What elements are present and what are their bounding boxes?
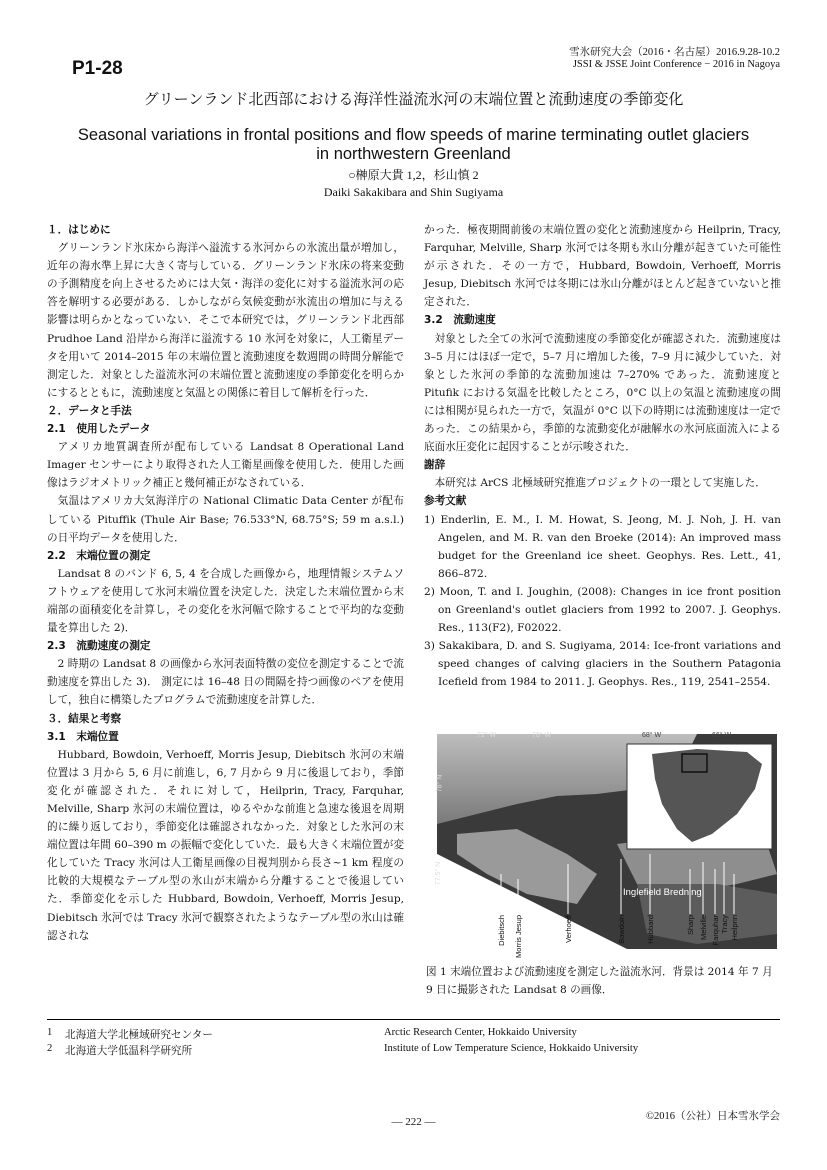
- footnote-affiliation-en: Institute of Low Temperature Science, Hokkaido University: [384, 1043, 639, 1054]
- glacier-label: Tracy: [720, 915, 729, 934]
- authors-japanese: ○榊原大貴 1,2，杉山慎 2: [348, 168, 479, 182]
- glacier-label: Diebitsch: [497, 915, 506, 946]
- reference-item: 1) Enderlin, E. M., I. M. Howat, S. Jeong, M. J. Noh, J. H. van Angelen, and M. R. van den Broeke (2014): An improved mass budget for the Greenland ice sheet. Geophys. Res. Lett., 41, 866–872.: [424, 513, 781, 580]
- footnote-affiliation-en: Arctic Research Center, Hokkaido University: [384, 1027, 577, 1038]
- scale-bar: [449, 890, 487, 893]
- section-heading: ３．結果と考察: [47, 712, 122, 725]
- paragraph: Landsat 8 のバンド 6, 5, 4 を合成した画像から，地理情報システムソフトウェアを使用して氷河末端位置を決定した．決定した末端位置から末端部の面積変化を計算し，その変化を氷河幅で除することで平均的な変動量を算出した 2)．: [47, 567, 404, 635]
- glacier-label: Farquhar: [711, 915, 720, 946]
- subsection-heading: 2.1 使用したデータ: [47, 423, 151, 436]
- glacier-label: Verhoeff: [564, 915, 573, 943]
- glacier-label: Bowdoin: [617, 915, 626, 944]
- paragraph: 対象とした全ての氷河で流動速度の季節変化が確認された．流動速度は 3–5 月にはほぼ一定で，5–7 月に増加した後，7–9 月に減少していた．対象とした氷河の季節的な流動加速は 7–270% であった．流動速度と Pitufik における気温を比較したところ，0°C 以上の気温と流動速度の間には相関が見られた一方で，気温が 0°C 以下の時期には流動速度は一定であった．この結果から，季節的な流動変化が融解水の氷河底面流入による底面水圧変化に起因することが示唆された．: [424, 332, 781, 454]
- subsection-heading: 2.2 末端位置の測定: [47, 549, 151, 562]
- lon-label: 68° W: [642, 732, 662, 739]
- scale-label-zero: 0: [449, 894, 454, 903]
- footnote-number: 2: [47, 1043, 53, 1054]
- lon-label: 70° W: [532, 732, 552, 739]
- paragraph: 本研究は ArCS 北極域研究推進プロジェクトの一環として実施した．: [434, 477, 766, 490]
- lon-label: 72° W: [477, 732, 497, 739]
- section-heading: １．はじめに: [47, 224, 111, 236]
- glacier-label: Heilprin: [730, 915, 739, 941]
- scale-label-km: 20 km: [475, 894, 497, 903]
- title-english-line1: Seasonal variations in frontal positions and flow speeds of marine terminating outlet glaciers: [77, 126, 750, 144]
- authors-english: Daiki Sakakibara and Shin Sugiyama: [323, 185, 504, 199]
- footnote-affiliation-ja: 北海道大学北極域研究センター: [65, 1030, 213, 1041]
- conference-line-ja: 雪氷研究大会（2016・名古屋）2016.9.28-10.2: [569, 47, 780, 58]
- subsection-heading: 3.1 末端位置: [47, 730, 119, 743]
- paragraph: Hubbard, Bowdoin, Verhoeff, Morris Jesup, Diebitsch 氷河の末端位置は 3 月から 5, 6 月に前進し，6, 7 月から 9 月に後退しており，季節変化が確認された．それに対して，Heilprin, Tracy, Farquhar, Melville, Sharp 氷河の末端位置は，ゆるやかな前進と急速な後退を周期的に繰り返しており，季節変化は確認されなかった．対象とした氷河の末端位置は年間 60–390 m の振幅で変化していた．最も大きく末端位置が変化していた Tracy 氷河は人工衛星画像の目視判別から長さ~1 km 程度の比較的大規模なテーブル型の氷山が末端から分離することで後退していた．季節変化を示した Hubbard, Bowdoin, Verhoeff, Morris Jesup, Diebitsch 氷河では Tracy 氷河で観察されたようなテーブル型の氷山は確認されな: [47, 748, 404, 942]
- glacier-label: Morris Jesup: [514, 915, 523, 958]
- footnote-rule: [47, 1019, 780, 1020]
- paragraph: 2 時期の Landsat 8 の画像から氷河表面特徴の変位を測定することで流動速度を算出した 3)． 測定には 16–48 日の間隔を持つ画像のペアを使用して，独自に構築したプログラムで流動速度を計算した．: [47, 658, 404, 707]
- glacier-label: Hubbard: [646, 915, 655, 944]
- lat-label: 77.5° N: [435, 861, 443, 886]
- subsection-heading: 2.3 流動速度の測定: [47, 640, 151, 653]
- lon-label: 66° W: [712, 732, 732, 739]
- section-heading: 謝辞: [424, 459, 446, 472]
- figure-caption: 図 1 末端位置および流動速度を測定した溢流氷河．背景は 2014 年 7 月 9 日に撮影された Landsat 8 の画像．: [426, 966, 773, 996]
- title-japanese: グリーンランド北西部における海洋性溢流氷河の末端位置と流動速度の季節変化: [143, 90, 684, 108]
- lat-label: 78° N: [436, 774, 444, 793]
- reference-item: 2) Moon, T. and I. Joughin, (2008): Changes in ice front position on Greenland's outlet glaciers from 1992 to 2007. J. Geophys. Res., 113(F2), F02022.: [424, 585, 781, 635]
- subsection-heading: 3.2 流動速度: [424, 314, 496, 327]
- place-label: Inglefield Bredning: [623, 887, 702, 898]
- paragraph: アメリカ地質調査所が配布している Landsat 8 Operational Land Imager センサーにより取得された人工衛星画像を使用した．使用した画像はラジオメトリック補正と幾何補正がなされている．: [47, 441, 404, 490]
- copyright: ©2016（公社）日本雪氷学会: [646, 1111, 780, 1122]
- title-english-line2: in northwestern Greenland: [316, 145, 511, 163]
- section-heading: 参考文献: [424, 495, 467, 508]
- reference-item: 3) Sakakibara, D. and S. Sugiyama, 2014: Ice-front variations and speed changes of calving glaciers in the Southern Patagonia Icefield from 1984 to 2011. J. Geophys. Res., 119, 2541–2554.: [424, 640, 781, 689]
- footnote-number: 1: [47, 1027, 53, 1038]
- conference-line-en: JSSI & JSSE Joint Conference − 2016 in Nagoya: [572, 59, 780, 70]
- glacier-label: Melville: [699, 915, 708, 941]
- paragraph: かった．極夜期間前後の末端位置の変化と流動速度から Heilprin, Tracy, Farquhar, Melville, Sharp 氷河では冬期も氷山分離が起きていた可能性が示された．その一方で，Hubbard, Bowdoin, Verhoeff, Morris Jesup, Diebitsch 氷河では冬期には氷山分離がほとんど起きていないと推定された．: [424, 224, 781, 309]
- right-column: [424, 221, 781, 691]
- satellite-map-figure: [435, 732, 777, 958]
- footnote-affiliation-ja: 北海道大学低温科学研究所: [65, 1046, 193, 1057]
- left-column: [47, 221, 404, 945]
- paragraph: グリーンランド氷床から海洋へ溢流する氷河からの氷流出量が増加し，近年の海水準上昇に大きく寄与している．グリーンランド氷床の将来変動の予測精度を向上させるためには大気・海洋の変化に対する溢流氷河の応答を解明する必要がある．しかしながら気候変動が氷流出の増加に与える影響は明らかとなっていない．そこで本研究では，グリーンランド北西部 Prudhoe Land 沿岸から海洋に溢流する 10 氷河を対象に，人工衛星データを用いて 2014–2015 年の末端位置と流動速度を数週間の時間分解能で測定した．対象とした溢流氷河の末端位置と流動速度の季節変化を明らかにするとともに，流動速度と気温との関係に着目して解析を行った．: [47, 242, 404, 399]
- section-heading: ２．データと手法: [47, 404, 132, 417]
- glacier-label: Sharp: [686, 915, 695, 936]
- paper-id: P1-28: [72, 58, 123, 79]
- page-number: — 222 —: [391, 1116, 436, 1128]
- paragraph: 気温はアメリカ大気海洋庁の National Climatic Data Center が配布している Pituffik (Thule Air Base; 76.533°N, 68.75°S; 59 m a.s.l.) の日平均データを使用した．: [47, 495, 404, 544]
